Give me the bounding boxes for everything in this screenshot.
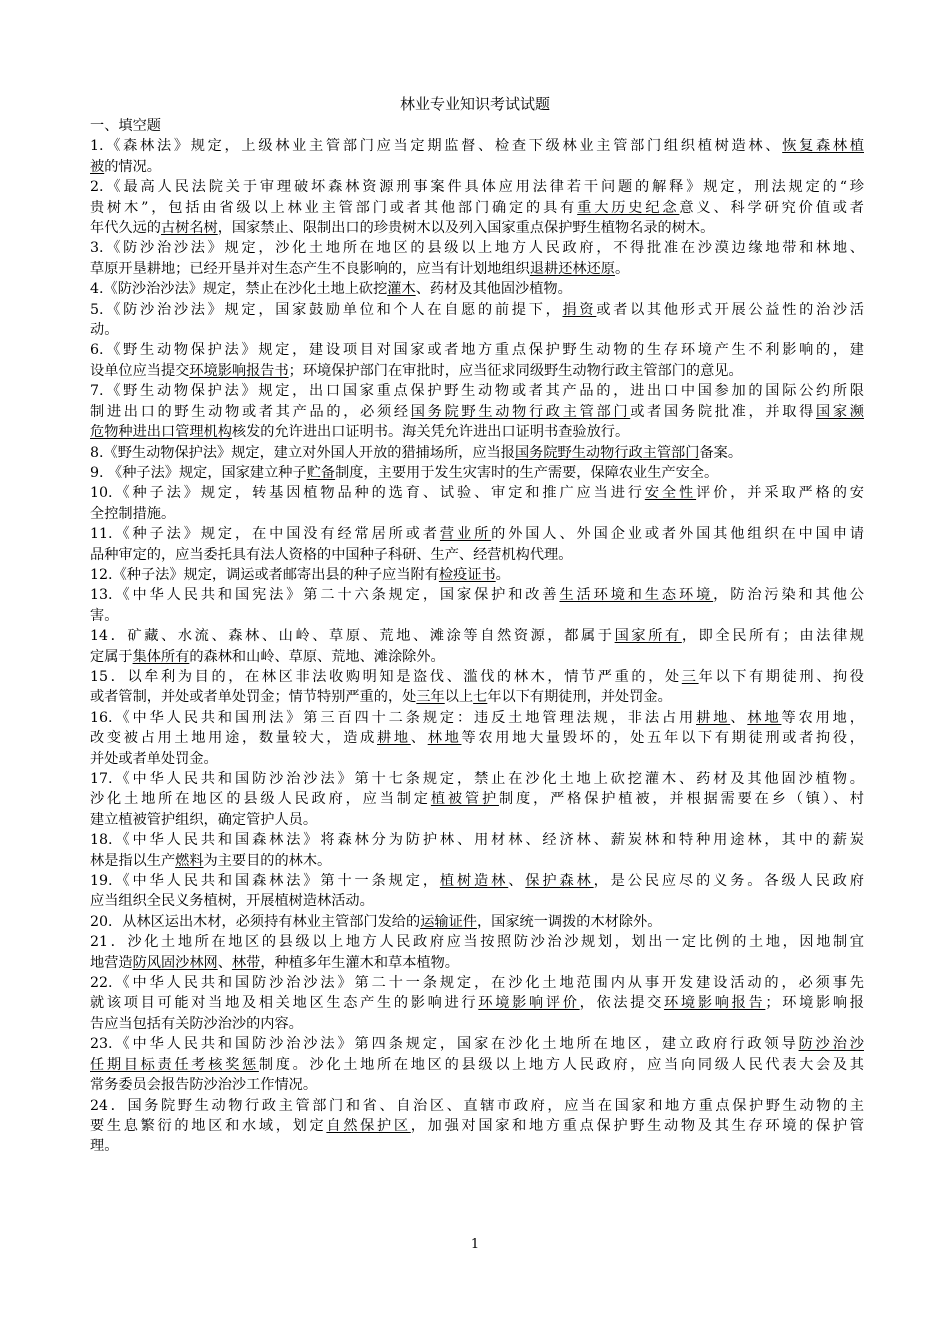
answer-blank: 保护森林 bbox=[525, 873, 594, 890]
question-item bbox=[90, 238, 864, 279]
question-text: 8.《野生动物保护法》规定，建立对外国人开放的猎捕场所，应当报 bbox=[90, 444, 515, 461]
question-item bbox=[90, 565, 864, 585]
answer-blank: 生活环境和生态环境 bbox=[559, 587, 714, 604]
answer-blank: 古树名树 bbox=[160, 220, 218, 237]
question-line bbox=[90, 218, 864, 238]
answer-blank: 环境影响报告 bbox=[664, 995, 766, 1012]
answer-blank: 林地 bbox=[747, 709, 782, 726]
question-text: 4.《防沙治沙法》规定，禁止在沙化土地上砍挖 bbox=[90, 281, 388, 298]
question-text: 的森林和山岭、草原、荒地、滩涂除外。 bbox=[189, 648, 445, 665]
question-line bbox=[90, 157, 864, 177]
question-text: 制进出口的野生动物或者其产品的，必须经 bbox=[90, 403, 411, 420]
question-line bbox=[90, 1014, 864, 1034]
question-text: 年以下有期徒刑、拘役 bbox=[698, 668, 864, 685]
question-line bbox=[90, 1075, 864, 1095]
question-text: 19.《中华人民共和国森林法》第十一条规定， bbox=[90, 873, 440, 890]
question-item bbox=[90, 667, 864, 708]
question-text: ，种植多年生灌木和草本植物。 bbox=[260, 954, 459, 971]
question-text: 或者以其他形式开展公益性的治沙活 bbox=[596, 301, 864, 318]
question-text: 沙化土地所在地区的县级人民政府，应当制定 bbox=[90, 791, 431, 808]
answer-blank: 环境影响报告书 bbox=[189, 362, 289, 379]
question-text: 2.《最高人民法院关于审理破坏森林资源刑事案件具体应用法律若干问题的解释》规定，刑法规定的“珍 bbox=[90, 179, 864, 196]
question-item bbox=[90, 524, 864, 565]
answer-blank: 重大历史纪念 bbox=[577, 199, 680, 216]
question-line bbox=[90, 708, 864, 728]
question-text: 20．从林区运出木材，必须持有林业主管部门发给的 bbox=[90, 913, 421, 930]
question-line bbox=[90, 320, 864, 340]
question-text: 品种审定的，应当委托具有法人资格的中国种子科研、生产、经营机构代理。 bbox=[90, 546, 573, 563]
question-line bbox=[90, 687, 864, 707]
question-text: 草原开垦耕地；已经开垦并对生态产生不良影响的，应当有计划地组织 bbox=[90, 260, 530, 277]
question-item bbox=[90, 1034, 864, 1095]
question-line bbox=[90, 259, 864, 279]
question-text: 。 bbox=[614, 260, 630, 277]
question-item bbox=[90, 1096, 864, 1157]
question-text: 贵树木”，包括由省级以上林业主管部门或者其他部门确定的具有 bbox=[90, 199, 578, 216]
answer-blank: 退耕还林还原 bbox=[529, 260, 615, 277]
question-text: 评价，并采取严格的安 bbox=[696, 485, 864, 502]
answer-blank: 自然保护区 bbox=[326, 1117, 411, 1134]
question-line bbox=[90, 728, 864, 748]
answer-blank: 三 bbox=[681, 668, 699, 685]
question-text: ，依法提交 bbox=[579, 995, 665, 1012]
question-text: 6.《野生动物保护法》规定，建设项目对国家或者地方重点保护野生动物的生存环境产生不利影响的，建 bbox=[90, 342, 864, 359]
answer-blank: 安全性 bbox=[644, 485, 697, 502]
question-text: 年以下有期徒刑，并处罚金。 bbox=[487, 689, 672, 706]
question-line bbox=[90, 422, 864, 442]
answer-blank: 燃料 bbox=[175, 852, 204, 869]
answer-blank: 任期目标责任考核奖惩 bbox=[90, 1056, 259, 1073]
question-text: 应当组织全民义务植树，开展植树造林活动。 bbox=[90, 893, 374, 910]
answer-blank: 国务院野生动物行政主管部门 bbox=[514, 444, 700, 461]
question-line bbox=[90, 402, 864, 422]
question-text: 或者管制，并处或者单处罚金；情节特别严重的，处 bbox=[90, 689, 417, 706]
question-text: 11.《种子法》规定，在中国没有经常居所或者 bbox=[90, 526, 440, 543]
answer-blank: 环境影响评价 bbox=[478, 995, 580, 1012]
question-text: 24．国务院野生动物行政主管部门和省、自治区、直辖市政府，应当在国家和地方重点保护野生动物的主 bbox=[90, 1097, 864, 1114]
answer-blank: 耕地 bbox=[696, 709, 731, 726]
question-text: 建立植被管护组织，确定管护人员。 bbox=[90, 811, 318, 828]
question-text: 12.《种子法》规定，调运或者邮寄出县的种子应当附有 bbox=[90, 566, 439, 583]
question-item bbox=[90, 136, 864, 177]
question-text: 并处或者单处罚金。 bbox=[90, 750, 218, 767]
question-text: 以上 bbox=[444, 689, 474, 706]
question-line bbox=[90, 524, 864, 544]
question-line bbox=[90, 647, 864, 667]
question-text: 害。 bbox=[90, 607, 119, 624]
question-text: 意义、科学研究价值或者 bbox=[679, 199, 864, 216]
question-item bbox=[90, 871, 864, 912]
question-line bbox=[90, 1034, 864, 1054]
question-text: 年代久远的 bbox=[90, 220, 161, 237]
question-item bbox=[90, 340, 864, 381]
question-text: ，国家禁止、限制出口的珍贵树木以及列入国家重点保护野生植物名录的树木。 bbox=[217, 220, 715, 237]
question-item bbox=[90, 932, 864, 973]
question-text: 改变被占用土地用途，数量较大，造成 bbox=[90, 730, 378, 747]
question-line bbox=[90, 340, 864, 360]
question-line bbox=[90, 300, 864, 320]
question-item bbox=[90, 483, 864, 524]
question-line bbox=[90, 443, 864, 463]
question-line bbox=[90, 626, 864, 646]
question-line bbox=[90, 565, 864, 585]
answer-blank: 贮备 bbox=[306, 464, 336, 481]
question-text: ；环境保护部门在审批时，应当征求同级野生动物行政主管部门的意见。 bbox=[288, 362, 743, 379]
question-item bbox=[90, 830, 864, 871]
question-text: 或者国务院批准，并取得 bbox=[630, 403, 816, 420]
question-item bbox=[90, 973, 864, 1034]
question-text: 等农用地大量毁坏的，处五年以下有期徒刑或者拘役， bbox=[461, 730, 864, 747]
question-text: 动。 bbox=[90, 322, 119, 339]
answer-blank: 灌木 bbox=[387, 281, 416, 298]
answer-blank: 营业所 bbox=[439, 526, 492, 543]
question-text: 林是指以生产 bbox=[90, 852, 176, 869]
answer-blank: 危物种进出口管理机构 bbox=[90, 424, 232, 441]
question-line bbox=[90, 279, 864, 299]
question-line bbox=[90, 606, 864, 626]
question-item bbox=[90, 381, 864, 442]
question-line bbox=[90, 483, 864, 503]
question-item bbox=[90, 626, 864, 667]
question-text: 制度，严格保护植被，并根据需要在乡（镇）、村 bbox=[499, 791, 864, 808]
question-list bbox=[90, 136, 864, 1156]
question-text: 要生息繁衍的地区和水域，划定 bbox=[90, 1117, 327, 1134]
question-item bbox=[90, 443, 864, 463]
question-text: ；环境影响报 bbox=[765, 995, 864, 1012]
question-line bbox=[90, 749, 864, 769]
question-text: 、药材及其他固沙植物。 bbox=[415, 281, 572, 298]
question-text: 定属于 bbox=[90, 648, 133, 665]
question-text: 告应当包括有关防沙治沙的内容。 bbox=[90, 1015, 303, 1032]
question-line bbox=[90, 851, 864, 871]
question-line bbox=[90, 361, 864, 381]
question-text: 16.《中华人民共和国刑法》第三百四十二条规定：违反土地管理法规，非法占用 bbox=[90, 709, 697, 726]
question-text: 13.《中华人民共和国宪法》第二十六条规定，国家保护和改善 bbox=[90, 587, 560, 604]
question-line bbox=[90, 810, 864, 830]
question-text: 就该项目可能对当地及相关地区生态产生的影响进行 bbox=[90, 995, 479, 1012]
question-text: 18.《中华人民共和国森林法》将森林分为防护林、用材林、经济林、薪炭林和特种用途林，其中的薪炭 bbox=[90, 832, 864, 849]
question-text: 22.《中华人民共和国防沙治沙法》第二十一条规定，在沙化土地范围内从事开发建设活动的，必须事先 bbox=[90, 975, 864, 992]
question-line bbox=[90, 198, 864, 218]
document-body bbox=[90, 116, 864, 1157]
question-text: 、 bbox=[217, 954, 232, 971]
question-text: ，防治污染和其他公 bbox=[713, 587, 864, 604]
question-text: 全控制措施。 bbox=[90, 505, 176, 522]
question-text: 备案。 bbox=[699, 444, 743, 461]
question-line bbox=[90, 585, 864, 605]
question-item bbox=[90, 708, 864, 769]
question-text: ，国家统一调拨的木材除外。 bbox=[476, 913, 662, 930]
question-item bbox=[90, 279, 864, 299]
page-number: 1 bbox=[470, 1237, 480, 1252]
question-text: 17.《中华人民共和国防沙治沙法》第十七条规定，禁止在沙化土地上砍挖灌木、药材及其他固沙植物。 bbox=[90, 771, 864, 787]
question-text: 5.《防沙治沙法》规定，国家鼓励单位和个人在自愿的前提下， bbox=[90, 301, 563, 318]
answer-blank: 被 bbox=[90, 158, 105, 175]
question-text: 制度，主要用于发生灾害时的生产需要，保障农业生产安全。 bbox=[335, 464, 719, 481]
answer-blank: 集体所有 bbox=[132, 648, 190, 665]
question-text: 、 bbox=[410, 730, 428, 747]
question-text: 、 bbox=[730, 709, 748, 726]
question-text: 的情况。 bbox=[104, 158, 161, 175]
answer-blank: 林带 bbox=[231, 954, 261, 971]
question-text: ，是公民应尽的义务。各级人民政府 bbox=[593, 873, 864, 890]
question-text: 7.《野生动物保护法》规定，出口国家重点保护野生动物或者其产品的，进出口中国参加的国际公约所限 bbox=[90, 383, 864, 400]
question-text: ，即全民所有；由法律规 bbox=[681, 628, 864, 645]
document-title: 林业专业知识考试试题 bbox=[399, 95, 550, 113]
question-line bbox=[90, 830, 864, 850]
question-item bbox=[90, 300, 864, 341]
question-text: 23.《中华人民共和国防沙治沙法》第四条规定，国家在沙化土地所在地区，建立政府行政领导 bbox=[90, 1036, 799, 1053]
answer-blank: 国家濒 bbox=[816, 403, 864, 420]
question-text: 制度。沙化土地所在地区的县级以上地方人民政府，应当向同级人民代表大会及其 bbox=[258, 1056, 864, 1073]
question-text: 1.《森林法》规定，上级林业主管部门应当定期监督、检查下级林业主管部门组织植树造林、 bbox=[90, 138, 783, 155]
question-line bbox=[90, 545, 864, 565]
question-line bbox=[90, 953, 864, 973]
answer-blank: 三年 bbox=[416, 689, 445, 706]
question-text: 核发的允许进出口证明书。海关凭允许进出口证明书查验放行。 bbox=[231, 424, 630, 441]
question-line bbox=[90, 177, 864, 197]
question-text: 。 bbox=[495, 566, 510, 583]
question-text: 等农用地， bbox=[781, 709, 864, 726]
question-line bbox=[90, 891, 864, 911]
question-line bbox=[90, 1055, 864, 1075]
question-item bbox=[90, 912, 864, 932]
question-line bbox=[90, 973, 864, 993]
question-line bbox=[90, 136, 864, 156]
question-line bbox=[90, 463, 864, 483]
answer-blank: 防风固沙林网 bbox=[132, 954, 218, 971]
section-heading: 一、填空题 bbox=[90, 118, 161, 134]
question-item bbox=[90, 463, 864, 483]
answer-blank: 植树造林 bbox=[439, 873, 509, 890]
question-line bbox=[90, 1116, 864, 1136]
question-text: 10.《种子法》规定，转基因植物品种的选育、试验、审定和推广应当进行 bbox=[90, 485, 645, 502]
question-line bbox=[90, 993, 864, 1013]
question-item bbox=[90, 769, 864, 830]
question-text: ，加强对国家和地方重点保护野生动物及其生存环境的保护管 bbox=[410, 1117, 864, 1134]
question-line bbox=[90, 912, 864, 932]
question-text: 3.《防沙治沙法》规定，沙化土地所在地区的县级以上地方人民政府，不得批准在沙漠边缘地带和林地、 bbox=[90, 240, 864, 257]
question-text: 为主要目的的林木。 bbox=[203, 852, 332, 869]
question-item bbox=[90, 585, 864, 626]
question-line bbox=[90, 381, 864, 401]
question-line bbox=[90, 871, 864, 891]
answer-blank: 林地 bbox=[427, 730, 462, 747]
question-text: 21．沙化土地所在地区的县级以上地方人民政府应当按照防沙治沙规划，划出一定比例的土地，因地制宜 bbox=[90, 934, 864, 951]
question-line bbox=[90, 769, 864, 789]
question-text: 、 bbox=[508, 873, 526, 890]
question-line bbox=[90, 789, 864, 809]
answer-blank: 捐资 bbox=[562, 301, 597, 318]
question-text: 设单位应当提交 bbox=[90, 362, 190, 379]
answer-blank: 恢复森林植 bbox=[782, 138, 864, 155]
answer-blank: 运输证件 bbox=[420, 913, 477, 930]
question-line bbox=[90, 932, 864, 952]
answer-blank: 植被管护 bbox=[430, 791, 500, 808]
question-text: 常务委员会报告防沙治沙工作情况。 bbox=[90, 1077, 318, 1094]
answer-blank: 国务院野生动物行政主管部门 bbox=[410, 403, 631, 420]
question-text: 理。 bbox=[90, 1138, 119, 1155]
question-line bbox=[90, 1096, 864, 1116]
question-text: 14．矿藏、水流、森林、山岭、草原、荒地、滩涂等自然资源，都属于 bbox=[90, 628, 615, 645]
answer-blank: 检疫证书 bbox=[438, 566, 496, 583]
answer-blank: 耕地 bbox=[377, 730, 411, 747]
answer-blank: 国家所有 bbox=[614, 628, 682, 645]
answer-blank: 防沙治沙 bbox=[798, 1036, 864, 1053]
question-text: 地营造 bbox=[90, 954, 133, 971]
answer-blank: 七 bbox=[473, 689, 488, 706]
question-line bbox=[90, 238, 864, 258]
question-text: 的外国人、外国企业或者外国其他组织在中国申请 bbox=[491, 526, 864, 543]
question-text: 15．以牟利为目的，在林区非法收购明知是盗伐、滥伐的林木，情节严重的，处 bbox=[90, 668, 682, 685]
question-line bbox=[90, 1136, 864, 1156]
question-text: 9. 《种子法》规定，国家建立种子 bbox=[90, 464, 307, 481]
question-line bbox=[90, 504, 864, 524]
question-item bbox=[90, 177, 864, 238]
question-line bbox=[90, 667, 864, 687]
